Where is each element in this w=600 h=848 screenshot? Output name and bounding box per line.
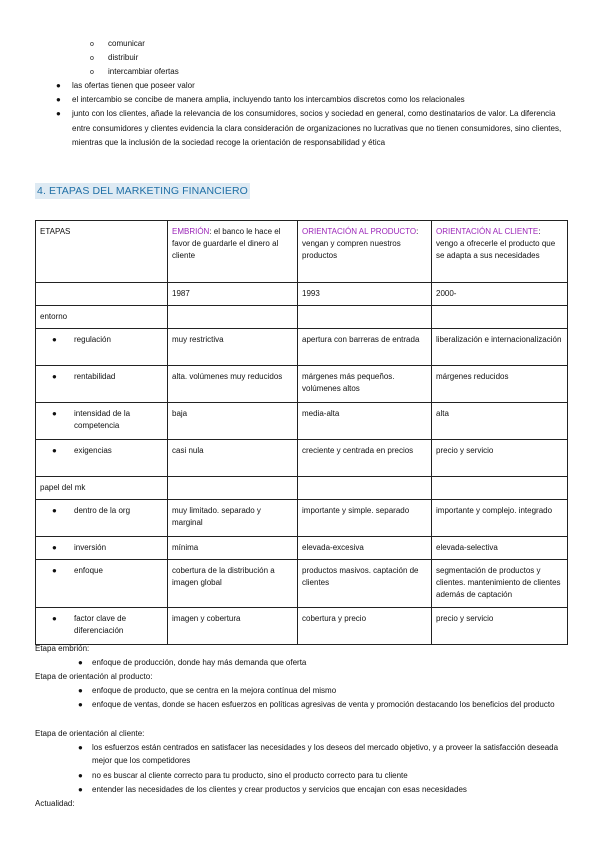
table-cell: mínima — [168, 537, 298, 560]
group-label: papel del mk — [36, 477, 168, 500]
list-item-text: junto con los clientes, añade la relevancia de los consumidores, socios y sociedad en general, como destinatarios de valor. La diferencia entre consumidores y clientes evidencia la clara consideración de organizaciones no lucrativas que no tienen consumidores, sino clientes, mientras que la inclusión de la sociedad recoge la orientación de responsabilidad y ética — [72, 109, 562, 147]
row-label: enfoque — [74, 566, 103, 575]
bullet-icon: ● — [52, 409, 57, 418]
row-label: exigencias — [74, 446, 112, 455]
table-cell: importante y simple. separado — [298, 500, 432, 537]
header-etapas: ETAPAS — [40, 227, 71, 236]
row-label: dentro de la org — [74, 506, 131, 515]
table-group-row — [36, 306, 568, 329]
header-cell — [168, 221, 298, 283]
sub-item-text: comunicar — [108, 39, 145, 48]
table-cell: alta. volúmenes muy reducidos — [168, 366, 298, 403]
list-item-text: las ofertas tienen que poseer valor — [72, 81, 195, 90]
table-row — [36, 403, 568, 440]
list-item — [78, 684, 568, 697]
table-cell: imagen y cobertura — [168, 608, 298, 645]
bullet-icon: ● — [78, 771, 83, 780]
header-cell — [432, 221, 568, 283]
sub-list-item — [90, 37, 145, 51]
table-cell — [168, 306, 298, 329]
row-label-cell — [36, 537, 168, 560]
list-item-text: el intercambio se concibe de manera amplia, incluyendo tanto los intercambios discretos como los relacionales — [72, 95, 465, 104]
list-item-text: enfoque de producción, donde hay más demanda que oferta — [92, 658, 307, 667]
row-label-cell — [36, 500, 168, 537]
list-item-text: enfoque de producto, que se centra en la mejora contínua del mismo — [92, 686, 337, 695]
table-cell — [432, 306, 568, 329]
table-row — [36, 329, 568, 366]
list-item — [78, 783, 568, 796]
list-item — [78, 741, 568, 767]
circle-bullet-icon: o — [90, 41, 94, 48]
bullet-icon: ● — [56, 109, 61, 118]
table-cell — [298, 477, 432, 500]
table-cell: casi nula — [168, 440, 298, 477]
header-embrion-title: EMBRIÓN — [172, 227, 210, 236]
header-cliente-desc: : vengo a ofrecerle el producto que se adapta a sus necesidades — [436, 227, 556, 260]
table-row — [36, 560, 568, 608]
list-item-text: enfoque de ventas, donde se hacen esfuerzos en políticas agresivas de venta y promoción destacando los beneficios del producto — [92, 700, 555, 709]
table-header-row — [36, 221, 568, 283]
table-cell: márgenes más pequeños. volúmenes altos — [298, 366, 432, 403]
bullet-icon: ● — [56, 95, 61, 104]
table-cell: precio y servicio — [432, 440, 568, 477]
table-cell: productos masivos. captación de clientes — [298, 560, 432, 608]
header-producto-desc: : vengan y compren nuestros productos — [302, 227, 419, 260]
list-item — [56, 93, 568, 107]
table-row — [36, 366, 568, 403]
header-cell — [36, 221, 168, 283]
list-item — [56, 79, 568, 93]
bullet-icon: ● — [52, 335, 57, 344]
list-item-text: los esfuerzos están centrados en satisfacer las necesidades y los deseos del mercado objetivo, y a proveer la satisfacción deseada mejor que los competidores — [92, 743, 559, 765]
sub-list-item — [90, 65, 179, 79]
header-embrion-desc: : el banco le hace el favor de guardarle el dinero al cliente — [172, 227, 281, 260]
row-label: regulación — [74, 335, 111, 344]
etapa-producto-title: Etapa de orientación al producto: — [35, 672, 153, 681]
circle-bullet-icon: o — [90, 55, 94, 62]
etapa-cliente-title: Etapa de orientación al cliente: — [35, 729, 145, 738]
row-label-cell — [36, 329, 168, 366]
row-label: factor clave de diferenciación — [74, 614, 127, 635]
table-cell: creciente y centrada en precios — [298, 440, 432, 477]
table-cell — [36, 283, 168, 306]
table-cell: 2000- — [432, 283, 568, 306]
row-label-cell — [36, 440, 168, 477]
table-row — [36, 537, 568, 560]
table-cell — [432, 477, 568, 500]
table-row — [36, 500, 568, 537]
row-label-cell — [36, 366, 168, 403]
row-label: inversión — [74, 543, 107, 552]
bullet-icon: ● — [78, 743, 83, 752]
row-label-cell — [36, 560, 168, 608]
table-row — [36, 608, 568, 645]
section-heading: 4. ETAPAS DEL MARKETING FINANCIERO — [37, 185, 248, 197]
circle-bullet-icon: o — [90, 69, 94, 76]
table-cell: cobertura de la distribución a imagen global — [168, 560, 298, 608]
bullet-icon: ● — [78, 700, 83, 709]
bullet-icon: ● — [78, 658, 83, 667]
table-cell: liberalización e internacionalización — [432, 329, 568, 366]
list-item — [78, 656, 568, 669]
header-cliente-title: ORIENTACIÓN AL CLIENTE — [436, 227, 539, 236]
table-row — [36, 440, 568, 477]
bullet-icon: ● — [52, 446, 57, 455]
sub-list-item — [90, 51, 138, 65]
list-item — [78, 769, 568, 782]
list-item — [78, 698, 568, 711]
bullet-icon: ● — [52, 614, 57, 623]
list-item-text: entender las necesidades de los clientes y crear productos y servicios que encajan con esas necesidades — [92, 785, 467, 794]
table-cell — [298, 306, 432, 329]
table-group-row — [36, 477, 568, 500]
header-producto-title: ORIENTACIÓN AL PRODUCTO — [302, 227, 417, 236]
row-label: intensidad de la competencia — [74, 409, 131, 430]
table-cell: precio y servicio — [432, 608, 568, 645]
row-label-cell — [36, 403, 168, 440]
sub-item-text: intercambiar ofertas — [108, 67, 179, 76]
sub-item-text: distribuir — [108, 53, 139, 62]
table-cell: márgenes reducidos — [432, 366, 568, 403]
etapa-actualidad-title: Actualidad: — [35, 799, 75, 808]
header-cell — [298, 221, 432, 283]
bullet-icon: ● — [52, 372, 57, 381]
list-item — [56, 107, 568, 151]
table-row-years — [36, 283, 568, 306]
table-cell: 1993 — [298, 283, 432, 306]
table-cell: apertura con barreras de entrada — [298, 329, 432, 366]
marketing-stages-table — [35, 220, 568, 645]
table-cell: elevada-excesiva — [298, 537, 432, 560]
list-item-text: no es buscar al cliente correcto para tu producto, sino el producto correcto para tu cliente — [92, 771, 408, 780]
table-cell: segmentación de productos y clientes. mantenimiento de clientes además de captación — [432, 560, 568, 608]
bullet-icon: ● — [78, 686, 83, 695]
bullet-icon: ● — [52, 506, 57, 515]
table-cell: alta — [432, 403, 568, 440]
table-cell — [168, 477, 298, 500]
etapa-embrion-title: Etapa embrión: — [35, 644, 90, 653]
bullet-icon: ● — [78, 785, 83, 794]
table-cell: baja — [168, 403, 298, 440]
table-cell: importante y complejo. integrado — [432, 500, 568, 537]
table-cell: 1987 — [168, 283, 298, 306]
table-cell: cobertura y precio — [298, 608, 432, 645]
row-label: rentabilidad — [74, 372, 116, 381]
bullet-icon: ● — [52, 543, 57, 552]
table-cell: elevada-selectiva — [432, 537, 568, 560]
table-cell: muy limitado. separado y marginal — [168, 500, 298, 537]
table-cell: media-alta — [298, 403, 432, 440]
row-label-cell — [36, 608, 168, 645]
bullet-icon: ● — [56, 81, 61, 90]
table-cell: muy restrictiva — [168, 329, 298, 366]
bullet-icon: ● — [52, 566, 57, 575]
group-label: entorno — [36, 306, 168, 329]
